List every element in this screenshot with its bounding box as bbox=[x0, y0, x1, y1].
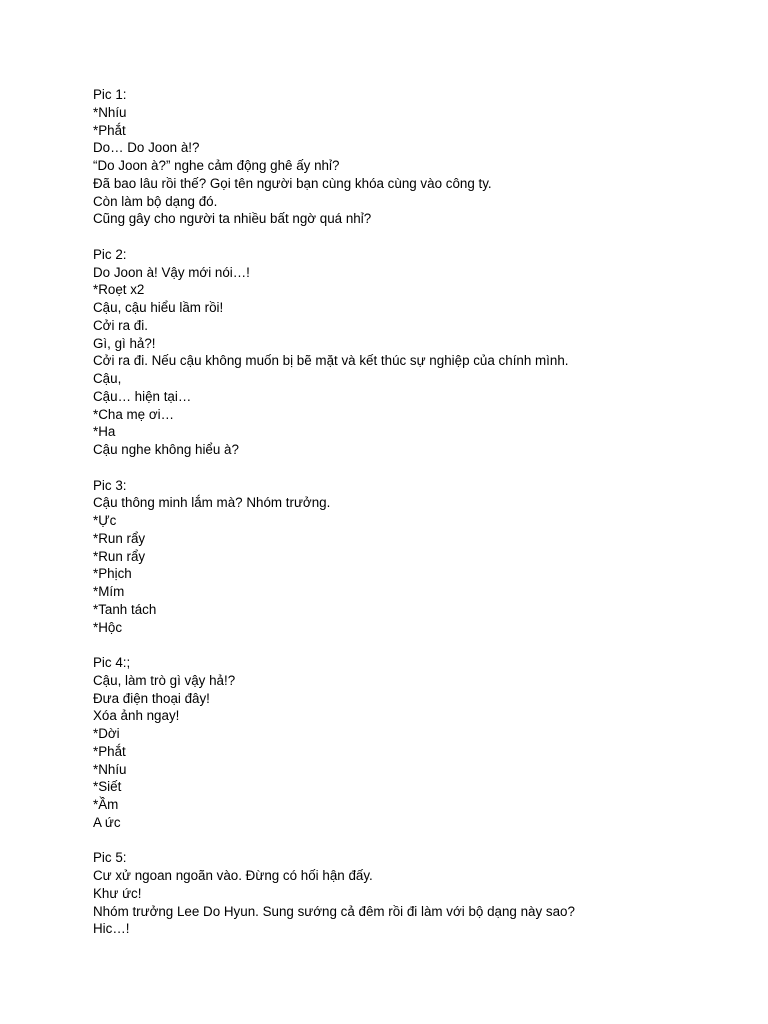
text-line: Cậu, cậu hiểu lầm rồi! bbox=[93, 300, 224, 315]
text-line: Đưa điện thoại đây! bbox=[93, 690, 210, 706]
section-pic-3 bbox=[93, 477, 733, 637]
document-page bbox=[93, 86, 733, 956]
text-line: *Mím bbox=[93, 584, 125, 599]
section-pic-1 bbox=[93, 86, 733, 228]
text-line: *Hộc bbox=[93, 619, 123, 635]
text-line: Do Joon à! Vậy mới nói…! bbox=[93, 264, 250, 280]
section-heading: Pic 5: bbox=[93, 850, 127, 866]
text-line: A ức bbox=[93, 814, 121, 830]
text-line: *Siết bbox=[93, 779, 122, 795]
text-line: Do… Do Joon à!? bbox=[93, 140, 200, 156]
text-line: Cư xử ngoan ngoãn vào. Đừng có hối hận đấy. bbox=[93, 868, 373, 883]
text-line: *Run rẩy bbox=[93, 530, 146, 546]
text-line: *Ực bbox=[93, 513, 117, 528]
text-line: *Cha mẹ ơi… bbox=[93, 406, 174, 422]
text-line: *Phịch bbox=[93, 566, 132, 582]
text-line: *Run rẩy bbox=[93, 548, 146, 564]
section-pic-2 bbox=[93, 246, 733, 459]
text-line: *Tanh tách bbox=[93, 601, 157, 617]
text-line: Cậu thông minh lắm mà? Nhóm trưởng. bbox=[93, 495, 331, 511]
text-line: Hic…! bbox=[93, 921, 130, 937]
text-line: *Roẹt x2 bbox=[93, 282, 145, 298]
section-heading: Pic 3: bbox=[93, 477, 127, 493]
text-line: *Dời bbox=[93, 726, 120, 741]
text-line: *Phắt bbox=[93, 743, 126, 759]
text-line: “Do Joon à?” nghe cảm động ghê ấy nhỉ? bbox=[93, 158, 340, 173]
text-line: Cậu… hiện tại… bbox=[93, 388, 192, 404]
section-heading: Pic 2: bbox=[93, 246, 127, 262]
section-pic-5 bbox=[93, 849, 733, 938]
text-line: *Nhíu bbox=[93, 761, 127, 777]
text-line: Nhóm trưởng Lee Do Hyun. Sung sướng cả đêm rồi đi làm với bộ dạng này sao? bbox=[93, 903, 575, 919]
text-line: Cậu nghe không hiểu à? bbox=[93, 442, 239, 457]
section-pic-4 bbox=[93, 654, 733, 832]
text-line: *Ầm bbox=[93, 797, 119, 812]
text-line: *Phắt bbox=[93, 122, 126, 138]
text-line: Cậu, bbox=[93, 371, 122, 386]
text-line: Cũng gây cho người ta nhiều bất ngờ quá nhỉ? bbox=[93, 211, 372, 227]
section-heading: Pic 4:; bbox=[93, 655, 131, 670]
text-line: Xóa ảnh ngay! bbox=[93, 708, 180, 724]
text-line: Gì, gì hả?! bbox=[93, 335, 156, 351]
text-line: Cởi ra đi. Nếu cậu không muốn bị bẽ mặt và kết thúc sự nghiệp của chính mình. bbox=[93, 353, 569, 369]
text-line: Đã bao lâu rồi thế? Gọi tên người bạn cùng khóa cùng vào công ty. bbox=[93, 175, 492, 191]
text-line: Cởi ra đi. bbox=[93, 317, 148, 333]
text-line: *Nhíu bbox=[93, 104, 127, 120]
text-line: Cậu, làm trò gì vậy hả!? bbox=[93, 672, 236, 688]
text-line: Còn làm bộ dạng đó. bbox=[93, 193, 218, 209]
text-line: Khư ức! bbox=[93, 885, 142, 901]
section-heading: Pic 1: bbox=[93, 87, 127, 102]
text-line: *Ha bbox=[93, 424, 116, 440]
